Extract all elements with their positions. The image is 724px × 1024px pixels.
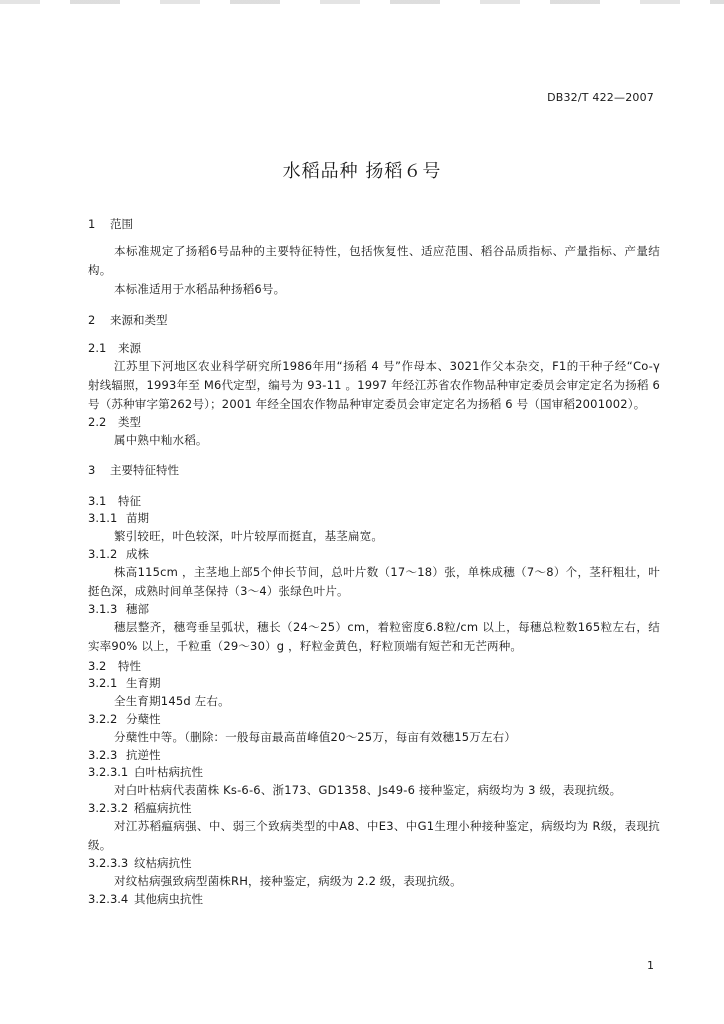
paragraph: 本标准规定了扬稻6号品种的主要特征特性，包括恢复性、适应范围、稻谷品质指标、产量指标、产量结构。 xyxy=(88,244,660,277)
paragraph: 穗层整齐，穗弯垂呈弧状，穗长（24～25）cm，着粒密度6.8粒/cm 以上，每穗总粒数165粒左右，结实率90% 以上，千粒重（29～30）g ，籽粒金黄色，籽粒顶端有短芒和无芒两种。 xyxy=(88,620,660,653)
section-number: 3.1.3 xyxy=(88,602,118,616)
section-title: 来源和类型 xyxy=(110,313,168,327)
section-number: 3.1.1 xyxy=(88,511,118,525)
section-title: 分蘖性 xyxy=(126,712,161,726)
section-title: 其他病虫抗性 xyxy=(134,892,203,906)
section-heading-3-1-1 xyxy=(88,510,660,527)
section-title: 主要特征特性 xyxy=(110,463,179,477)
section-heading-3-2-2 xyxy=(88,711,660,728)
paragraph: 对纹枯病强致病型菌株RH，接种鉴定，病级为 2.2 级，表现抗级。 xyxy=(114,874,462,888)
page-number: 1 xyxy=(647,959,654,972)
section-heading-1 xyxy=(88,216,660,233)
section-title: 抗逆性 xyxy=(126,748,161,762)
section-number: 2.1 xyxy=(88,341,107,355)
section-number: 3.2.3 xyxy=(88,748,118,762)
section-number: 3.2.3.1 xyxy=(88,765,129,779)
section-heading-3-1 xyxy=(88,493,660,510)
section-number: 3 xyxy=(88,463,96,477)
section-heading-3-2-3 xyxy=(88,747,660,764)
section-heading-3 xyxy=(88,462,660,479)
section-title: 白叶枯病抗性 xyxy=(134,765,203,779)
section-heading-3-2 xyxy=(88,658,660,675)
document-code: DB32/T 422—2007 xyxy=(547,91,654,104)
paragraph: 分蘖性中等。（删除：一般每亩最高苗峰值20～25万，每亩有效穗15万左右） xyxy=(114,730,517,744)
paragraph: 江苏里下河地区农业科学研究所1986年用“扬稻 4 号”作母本、3021作父本杂交，F1的干种子经“Co-γ 射线辐照，1993年至 M6代定型，编号为 93-11 。1997 年经江苏省农作物品种审定委员会审定定名为扬稻 6 号（苏种审字第262号）；2001 年经全国农作物品种审定委员会审定定名为扬稻 6 号（国审稻2001002）。 xyxy=(88,359,660,411)
section-title: 生育期 xyxy=(126,676,161,690)
section-number: 3.1 xyxy=(88,494,107,508)
section-number: 1 xyxy=(88,217,96,231)
section-heading-2 xyxy=(88,312,660,329)
scan-artifact-top xyxy=(0,0,724,4)
section-number: 3.2.2 xyxy=(88,712,118,726)
section-heading-3-2-3-4 xyxy=(88,891,660,908)
section-heading-3-1-2 xyxy=(88,546,660,563)
section-title: 特性 xyxy=(118,659,141,673)
section-title: 范围 xyxy=(110,217,133,231)
section-heading-3-2-3-2 xyxy=(88,800,660,817)
paragraph: 株高115cm ，主茎地上部5个伸长节间，总叶片数（17～18）张，单株成穗（7～8）个，茎秆粗壮，叶挺色深，成熟时间单茎保持（3～4）张绿色叶片。 xyxy=(88,565,660,598)
section-number: 3.1.2 xyxy=(88,547,118,561)
section-title: 特征 xyxy=(118,494,141,508)
section-number: 3.2.3.2 xyxy=(88,801,129,815)
section-heading-3-2-1 xyxy=(88,675,660,692)
paragraph: 全生育期145d 左右。 xyxy=(114,694,230,708)
section-title: 苗期 xyxy=(126,511,149,525)
section-title: 成株 xyxy=(126,547,149,561)
paragraph: 对白叶枯病代表菌株 Ks-6-6、浙173、GD1358、Js49-6 接种鉴定，病级均为 3 级，表现抗级。 xyxy=(114,783,622,797)
section-number: 2.2 xyxy=(88,415,107,429)
section-title: 来源 xyxy=(118,341,141,355)
paragraph: 对江苏稻瘟病强、中、弱三个致病类型的中A8、中E3、中G1生理小种接种鉴定，病级均为 R级，表现抗级。 xyxy=(88,819,660,852)
section-number: 3.2.3.3 xyxy=(88,856,129,870)
section-heading-3-1-3 xyxy=(88,601,660,618)
document-body xyxy=(88,216,660,908)
section-number: 3.2.3.4 xyxy=(88,892,129,906)
paragraph: 繁引较旺，叶色较深，叶片较厚而挺直，基茎扁宽。 xyxy=(114,529,384,543)
section-heading-2-1 xyxy=(88,340,660,357)
section-heading-3-2-3-1 xyxy=(88,764,660,781)
section-number: 2 xyxy=(88,313,96,327)
section-number: 3.2 xyxy=(88,659,107,673)
section-heading-3-2-3-3 xyxy=(88,855,660,872)
section-title: 类型 xyxy=(118,415,141,429)
paragraph: 属中熟中籼水稻。 xyxy=(114,433,208,447)
section-title: 纹枯病抗性 xyxy=(134,856,192,870)
section-title: 稻瘟病抗性 xyxy=(134,801,192,815)
section-heading-2-2 xyxy=(88,414,660,431)
section-title: 穗部 xyxy=(126,602,149,616)
section-number: 3.2.1 xyxy=(88,676,118,690)
paragraph: 本标准适用于水稻品种扬稻6号。 xyxy=(114,282,286,296)
document-title: 水稻品种 扬稻６号 xyxy=(282,161,442,182)
